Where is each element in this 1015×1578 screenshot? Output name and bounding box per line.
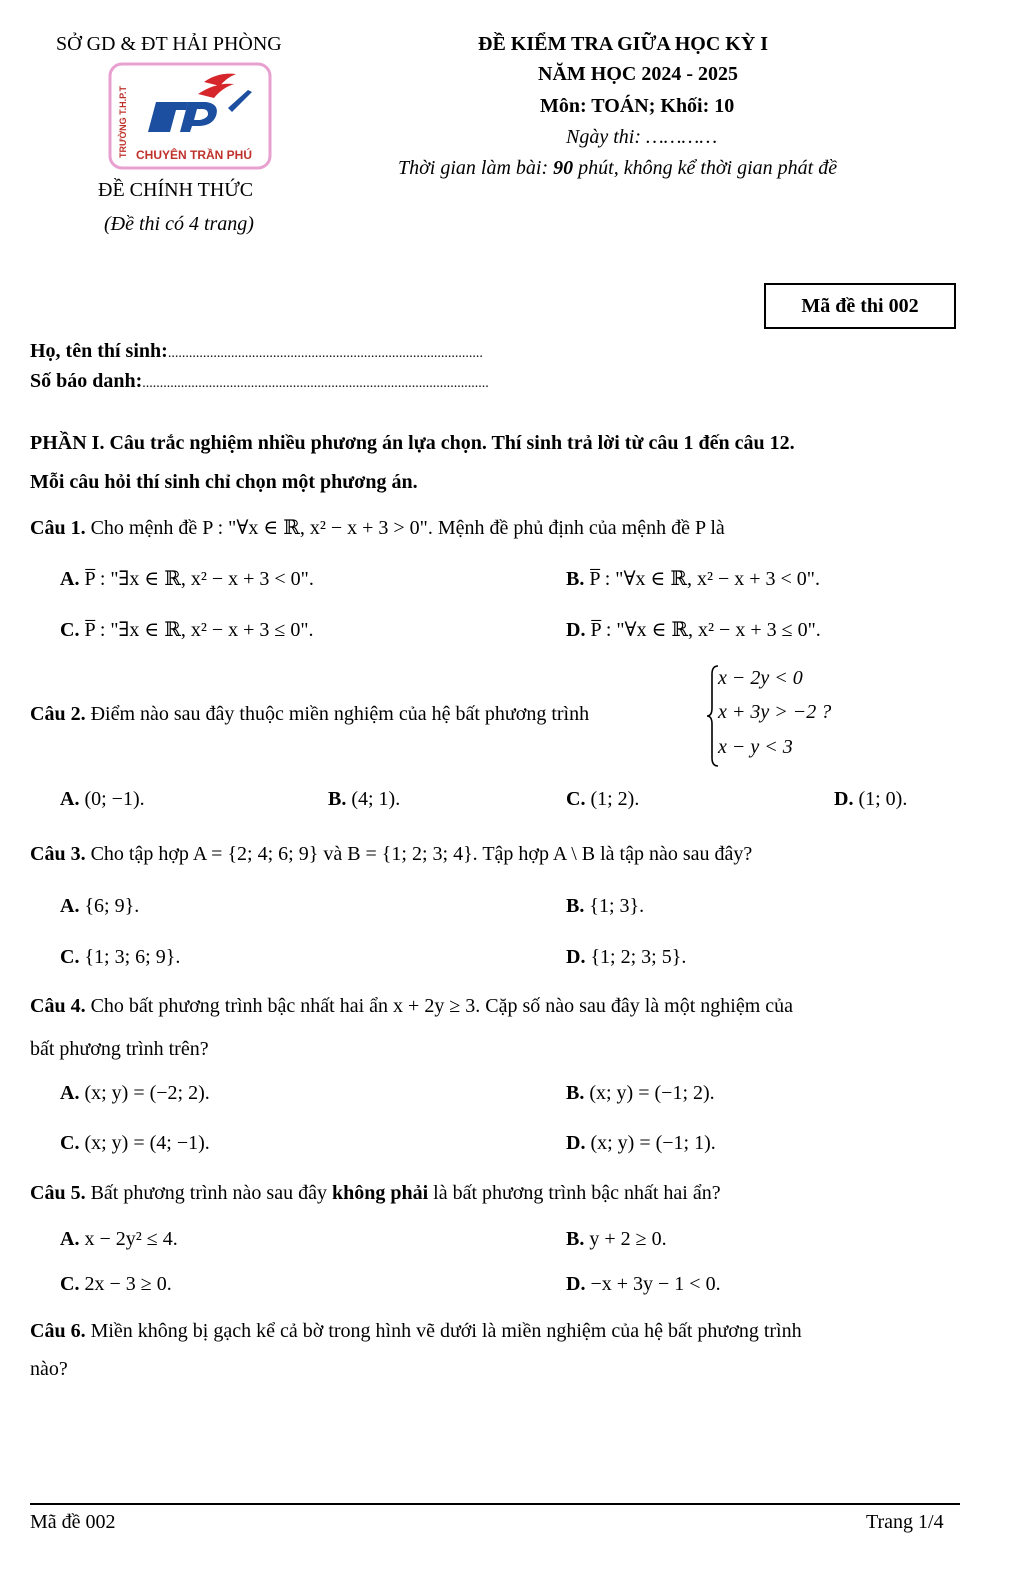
question-1: Câu 1. Cho mệnh đề P : "∀x ∈ ℝ, x² − x + 3 > 0". Mệnh đề phủ định của mệnh đề P là bbox=[30, 517, 725, 539]
q1-option-c: C. P̅ : "∃x ∈ ℝ, x² − x + 3 ≤ 0". bbox=[60, 619, 314, 641]
q2-option-c: C. (1; 2). bbox=[566, 788, 640, 810]
department-name: SỞ GD & ĐT HẢI PHÒNG bbox=[56, 33, 282, 55]
q3-option-c: C. {1; 3; 6; 9}. bbox=[60, 946, 181, 968]
q2-option-b: B. (4; 1). bbox=[328, 788, 401, 810]
system-row-3: x − y < 3 bbox=[718, 736, 793, 758]
question-6: Câu 6. Miền không bị gạch kể cả bờ trong hình vẽ dưới là miền nghiệm của hệ bất phương trình bbox=[30, 1320, 802, 1342]
school-year: NĂM HỌC 2024 - 2025 bbox=[538, 63, 738, 85]
system-row-2: x + 3y > −2 ? bbox=[718, 701, 832, 723]
q1-option-b: B. P̅ : "∀x ∈ ℝ, x² − x + 3 < 0". bbox=[566, 568, 820, 590]
footer-page-number: Trang 1/4 bbox=[866, 1511, 944, 1533]
q5-option-d: D. −x + 3y − 1 < 0. bbox=[566, 1273, 721, 1295]
q1-option-d: D. P̅ : "∀x ∈ ℝ, x² − x + 3 ≤ 0". bbox=[566, 619, 821, 641]
svg-text:CHUYÊN TRẦN PHÚ: CHUYÊN TRẦN PHÚ bbox=[135, 148, 253, 162]
question-4-cont: bất phương trình trên? bbox=[30, 1038, 209, 1060]
q4-option-a: A. (x; y) = (−2; 2). bbox=[60, 1082, 210, 1104]
exam-code-box: Mã đề thi 002 bbox=[764, 283, 956, 329]
footer-exam-code: Mã đề 002 bbox=[30, 1511, 116, 1533]
q5-option-c: C. 2x − 3 ≥ 0. bbox=[60, 1273, 172, 1295]
q5-option-b: B. y + 2 ≥ 0. bbox=[566, 1228, 667, 1250]
q4-option-b: B. (x; y) = (−1; 2). bbox=[566, 1082, 715, 1104]
section-heading-line2: Mỗi câu hỏi thí sinh chỉ chọn một phương án. bbox=[30, 471, 418, 493]
q2-option-a: A. (0; −1). bbox=[60, 788, 145, 810]
q3-option-a: A. {6; 9}. bbox=[60, 895, 140, 917]
student-id-line: Số báo danh:................................................................................................... bbox=[30, 370, 489, 392]
q3-option-b: B. {1; 3}. bbox=[566, 895, 645, 917]
q4-option-d: D. (x; y) = (−1; 1). bbox=[566, 1132, 716, 1154]
q1-option-a: A. P̅ : "∃x ∈ ℝ, x² − x + 3 < 0". bbox=[60, 568, 314, 590]
duration-line: Thời gian làm bài: 90 phút, không kể thời gian phát đề bbox=[398, 157, 838, 179]
question-2: Câu 2. Điểm nào sau đây thuộc miền nghiệm của hệ bất phương trình bbox=[30, 703, 590, 725]
svg-text:TRƯỜNG T.H.P.T: TRƯỜNG T.H.P.T bbox=[118, 86, 128, 158]
student-name-line: Họ, tên thí sinh:.......................................................................................... bbox=[30, 340, 483, 362]
exam-date: Ngày thi: ………… bbox=[566, 126, 718, 148]
question-6-cont: nào? bbox=[30, 1358, 68, 1380]
q5-option-a: A. x − 2y² ≤ 4. bbox=[60, 1228, 178, 1250]
official-label: ĐỀ CHÍNH THỨC bbox=[98, 179, 254, 201]
page-count-note: (Đề thi có 4 trang) bbox=[104, 213, 254, 235]
question-4: Câu 4. Cho bất phương trình bậc nhất hai ẩn x + 2y ≥ 3. Cặp số nào sau đây là một nghiệm của bbox=[30, 995, 793, 1017]
q3-option-d: D. {1; 2; 3; 5}. bbox=[566, 946, 687, 968]
system-row-1: x − 2y < 0 bbox=[718, 667, 803, 689]
footer-divider bbox=[30, 1503, 960, 1505]
inequality-system bbox=[706, 664, 836, 768]
question-3: Câu 3. Cho tập hợp A = {2; 4; 6; 9} và B = {1; 2; 3; 4}. Tập hợp A \ B là tập nào sau đây? bbox=[30, 843, 753, 865]
exam-title: ĐỀ KIỂM TRA GIỮA HỌC KỲ I bbox=[478, 33, 769, 55]
school-logo bbox=[108, 62, 272, 170]
q2-option-d: D. (1; 0). bbox=[834, 788, 908, 810]
section-heading-line1: PHẦN I. Câu trắc nghiệm nhiều phương án lựa chọn. Thí sinh trả lời từ câu 1 đến câu 12. bbox=[30, 432, 795, 454]
subject-line: Môn: TOÁN; Khối: 10 bbox=[540, 95, 735, 117]
q4-option-c: C. (x; y) = (4; −1). bbox=[60, 1132, 210, 1154]
question-5: Câu 5. Bất phương trình nào sau đây không phải là bất phương trình bậc nhất hai ẩn? bbox=[30, 1182, 721, 1204]
